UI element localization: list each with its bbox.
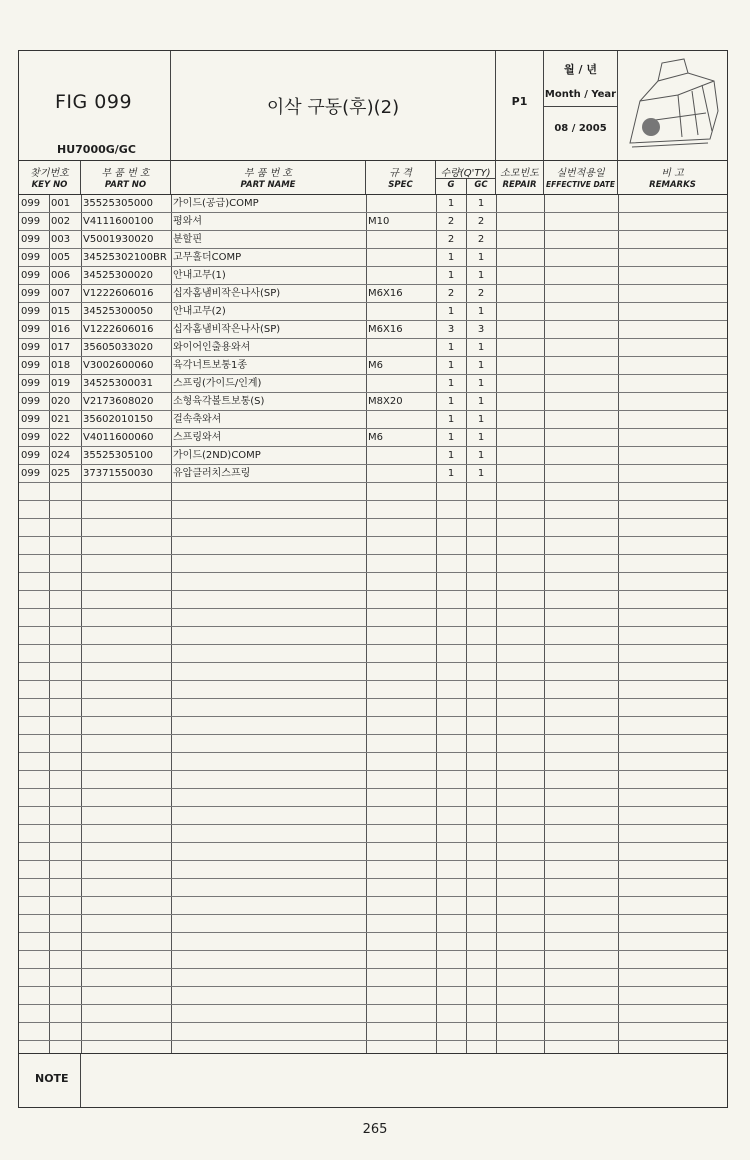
cell-key: 001 xyxy=(51,198,71,209)
date-box xyxy=(544,51,618,161)
cell-spec xyxy=(366,303,436,321)
cell-fig: 099 xyxy=(21,270,41,281)
blank-row xyxy=(19,951,727,969)
cell-gc: 1 xyxy=(477,270,485,281)
cell-g: 1 xyxy=(447,306,455,317)
cell-fig: 099 xyxy=(21,252,41,263)
table-row xyxy=(19,321,727,339)
cell-spec xyxy=(366,267,436,285)
cell-fig: 099 xyxy=(21,450,41,461)
page-code: P1 xyxy=(511,95,528,108)
blank-row xyxy=(19,987,727,1005)
cell-part-no: V4111600100 xyxy=(83,216,154,227)
cell-gc: 1 xyxy=(477,360,485,371)
cell-g: 2 xyxy=(447,234,455,245)
table-row xyxy=(19,465,727,483)
cell-gc: 1 xyxy=(477,342,485,353)
cell-key: 003 xyxy=(51,234,71,245)
cell-fig: 099 xyxy=(21,414,41,425)
cell-g: 1 xyxy=(447,198,455,209)
blank-row xyxy=(19,573,727,591)
cell-gc: 1 xyxy=(477,306,485,317)
blank-row xyxy=(19,555,727,573)
blank-row xyxy=(19,663,727,681)
blank-row xyxy=(19,519,727,537)
page-title: 이삭 구동(후)(2) xyxy=(266,97,400,118)
cell-part-no: 34525300020 xyxy=(83,270,153,281)
cell-part-no: V1222606016 xyxy=(83,324,154,335)
cell-gc: 1 xyxy=(477,432,485,443)
col-qty: 수량(Q'TY) G GC xyxy=(436,161,496,194)
cell-fig: 099 xyxy=(21,468,41,479)
blank-row xyxy=(19,591,727,609)
col-part-name: 부 품 번 호 PART NAME xyxy=(171,161,366,194)
cell-spec xyxy=(366,375,436,393)
cell-key: 002 xyxy=(51,216,71,227)
cell-name: 걸속축와셔 xyxy=(173,414,222,425)
table-row xyxy=(19,267,727,285)
blank-row xyxy=(19,699,727,717)
blank-row xyxy=(19,897,727,915)
title-box xyxy=(171,51,496,161)
blank-row xyxy=(19,753,727,771)
cell-g: 2 xyxy=(447,288,455,299)
cell-gc: 1 xyxy=(477,468,485,479)
date-label-ko: 월 / 년 xyxy=(564,63,597,76)
cell-key: 018 xyxy=(51,360,71,371)
cell-g: 1 xyxy=(447,432,455,443)
cell-key: 005 xyxy=(51,252,71,263)
cell-gc: 1 xyxy=(477,378,485,389)
table-row xyxy=(19,303,727,321)
cell-spec xyxy=(366,465,436,483)
table-row xyxy=(19,339,727,357)
column-header-row xyxy=(19,161,727,195)
blank-row xyxy=(19,609,727,627)
cell-fig: 099 xyxy=(21,360,41,371)
cell-gc: 2 xyxy=(477,234,485,245)
cell-spec xyxy=(366,411,436,429)
cell-key: 024 xyxy=(51,450,71,461)
table-row xyxy=(19,231,727,249)
cell-gc: 1 xyxy=(477,396,485,407)
cell-spec: M8X20 xyxy=(368,396,403,407)
cell-name: 십자홈냄비작은나사(SP) xyxy=(173,288,281,299)
blank-row xyxy=(19,969,727,987)
date-label-en: Month / Year xyxy=(544,89,617,100)
cell-name: 가이드(2ND)COMP xyxy=(173,450,261,461)
date-value: 08 / 2005 xyxy=(554,123,607,134)
harvester-icon xyxy=(618,51,727,159)
col-key: 찾기번호 KEY NO xyxy=(19,161,81,194)
cell-g: 1 xyxy=(447,378,455,389)
cell-name: 소형육각볼트보통(S) xyxy=(173,396,265,407)
cell-key: 007 xyxy=(51,288,71,299)
cell-part-no: 35525305000 xyxy=(83,198,153,209)
cell-key: 025 xyxy=(51,468,71,479)
cell-g: 1 xyxy=(447,450,455,461)
cell-spec xyxy=(366,195,436,213)
table-row xyxy=(19,375,727,393)
table-row xyxy=(19,411,727,429)
cell-spec xyxy=(366,339,436,357)
cell-g: 1 xyxy=(447,270,455,281)
cell-spec: M6 xyxy=(368,432,383,443)
blank-row xyxy=(19,681,727,699)
cell-fig: 099 xyxy=(21,198,41,209)
fig-box xyxy=(19,51,171,161)
cell-name: 분할핀 xyxy=(173,234,202,245)
col-remarks: 비 고 REMARKS xyxy=(649,168,696,190)
cell-spec: M10 xyxy=(368,216,390,227)
machine-illustration xyxy=(618,51,727,161)
cell-gc: 1 xyxy=(477,252,485,263)
cell-gc: 1 xyxy=(477,414,485,425)
cell-g: 3 xyxy=(447,324,455,335)
cell-g: 2 xyxy=(447,216,455,227)
cell-part-no: 34525302100BR xyxy=(83,252,167,263)
cell-key: 020 xyxy=(51,396,71,407)
cell-fig: 099 xyxy=(21,288,41,299)
cell-key: 015 xyxy=(51,306,71,317)
blank-row xyxy=(19,879,727,897)
blank-row xyxy=(19,789,727,807)
cell-key: 021 xyxy=(51,414,71,425)
blank-row xyxy=(19,771,727,789)
blank-row xyxy=(19,933,727,951)
cell-key: 006 xyxy=(51,270,71,281)
cell-g: 1 xyxy=(447,396,455,407)
cell-fig: 099 xyxy=(21,234,41,245)
cell-part-no: 35602010150 xyxy=(83,414,153,425)
table-row xyxy=(19,195,727,213)
blank-row xyxy=(19,627,727,645)
cell-part-no: V2173608020 xyxy=(83,396,154,407)
cell-gc: 1 xyxy=(477,198,485,209)
cell-part-no: V3002600060 xyxy=(83,360,154,371)
cell-name: 육각너트보통1종 xyxy=(173,360,247,371)
cell-spec xyxy=(366,447,436,465)
cell-fig: 099 xyxy=(21,432,41,443)
parts-sheet xyxy=(18,50,728,1108)
table-row xyxy=(19,447,727,465)
blank-row xyxy=(19,825,727,843)
cell-spec xyxy=(366,249,436,267)
blank-row xyxy=(19,861,727,879)
cell-fig: 099 xyxy=(21,216,41,227)
cell-name: 평와셔 xyxy=(173,216,202,227)
cell-name: 유압클러치스프링 xyxy=(173,468,251,479)
cell-part-no: 34525300050 xyxy=(83,306,153,317)
cell-spec: M6 xyxy=(368,360,383,371)
cell-name: 스프링와셔 xyxy=(173,432,222,443)
cell-part-no: V4011600060 xyxy=(83,432,154,443)
cell-part-no: 34525300031 xyxy=(83,378,153,389)
blank-row xyxy=(19,717,727,735)
cell-key: 017 xyxy=(51,342,71,353)
cell-g: 1 xyxy=(447,468,455,479)
cell-spec xyxy=(366,231,436,249)
blank-row xyxy=(19,645,727,663)
cell-fig: 099 xyxy=(21,306,41,317)
cell-key: 019 xyxy=(51,378,71,389)
cell-name: 와이어인출용와셔 xyxy=(173,342,251,353)
cell-key: 022 xyxy=(51,432,71,443)
page-code-box xyxy=(496,51,544,161)
cell-g: 1 xyxy=(447,414,455,425)
cell-gc: 2 xyxy=(477,216,485,227)
note-label: NOTE xyxy=(35,1072,69,1085)
cell-gc: 3 xyxy=(477,324,485,335)
col-repair: 소모빈도 REPAIR xyxy=(496,161,544,194)
table-row xyxy=(19,429,727,447)
cell-g: 1 xyxy=(447,360,455,371)
page-number: 265 xyxy=(362,1122,388,1137)
model-name: HU7000G/GC xyxy=(57,143,136,156)
note-section xyxy=(19,1053,727,1107)
cell-part-no: 35525305100 xyxy=(83,450,153,461)
cell-gc: 2 xyxy=(477,288,485,299)
blank-row xyxy=(19,735,727,753)
cell-key: 016 xyxy=(51,324,71,335)
cell-spec: M6X16 xyxy=(368,288,403,299)
blank-row xyxy=(19,915,727,933)
cell-fig: 099 xyxy=(21,396,41,407)
table-row xyxy=(19,213,727,231)
cell-gc: 1 xyxy=(477,450,485,461)
cell-part-no: V1222606016 xyxy=(83,288,154,299)
blank-row xyxy=(19,843,727,861)
cell-name: 안내고무(2) xyxy=(173,306,226,317)
cell-fig: 099 xyxy=(21,342,41,353)
cell-part-no: 37371550030 xyxy=(83,468,153,479)
table-row xyxy=(19,249,727,267)
blank-row xyxy=(19,501,727,519)
fig-number: FIG 099 xyxy=(55,91,133,113)
cell-name: 가이드(공급)COMP xyxy=(173,198,259,209)
parts-table xyxy=(19,195,727,1053)
cell-part-no: V5001930020 xyxy=(83,234,154,245)
blank-row xyxy=(19,1005,727,1023)
cell-spec: M6X16 xyxy=(368,324,403,335)
cell-name: 안내고무(1) xyxy=(173,270,226,281)
col-part-no: 부 품 번 호 PART NO xyxy=(81,161,171,194)
blank-row xyxy=(19,807,727,825)
col-spec: 규 격 SPEC xyxy=(366,161,436,194)
table-row xyxy=(19,285,727,303)
table-row xyxy=(19,393,727,411)
cell-g: 1 xyxy=(447,252,455,263)
blank-row xyxy=(19,1023,727,1041)
cell-fig: 099 xyxy=(21,324,41,335)
cell-fig: 099 xyxy=(21,378,41,389)
blank-row xyxy=(19,537,727,555)
table-row xyxy=(19,357,727,375)
col-effective-date: 실번적용일 EFFECTIVE DATE xyxy=(544,161,618,194)
cell-part-no: 35605033020 xyxy=(83,342,153,353)
cell-name: 스프링(가이드/인계) xyxy=(173,378,262,389)
cell-g: 1 xyxy=(447,342,455,353)
cell-name: 고무홀더COMP xyxy=(173,252,242,263)
cell-name: 십자홈냄비작은나사(SP) xyxy=(173,324,281,335)
blank-row xyxy=(19,483,727,501)
